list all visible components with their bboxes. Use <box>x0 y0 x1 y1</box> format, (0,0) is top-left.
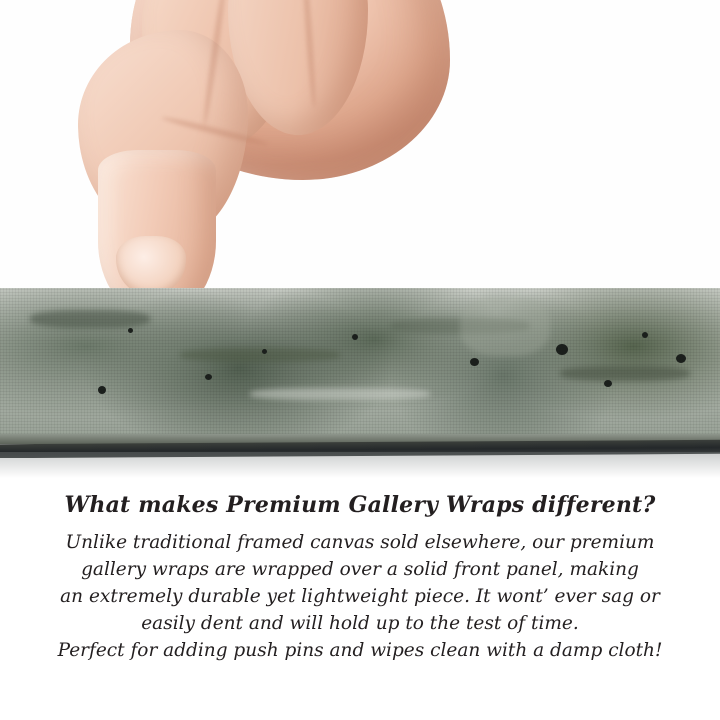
caption-headline: What makes Premium Gallery Wraps different? <box>64 492 656 518</box>
canvas-speck <box>262 349 267 354</box>
canvas-texture-smear <box>460 296 550 356</box>
canvas-texture-smear <box>180 348 340 362</box>
caption-line: gallery wraps are wrapped over a solid front panel, making <box>81 559 639 580</box>
canvas-speck <box>604 380 612 387</box>
canvas-speck <box>470 358 479 366</box>
caption-block <box>0 492 720 664</box>
canvas-printed-face <box>0 288 720 434</box>
gallery-wrap-canvas <box>0 288 720 458</box>
canvas-speck <box>556 344 568 355</box>
canvas-speck <box>676 354 686 363</box>
hand-photo-area <box>0 0 720 300</box>
canvas-texture-smear <box>560 366 690 381</box>
canvas-speck <box>205 374 212 380</box>
canvas-texture-smear <box>250 388 430 400</box>
canvas-speck <box>128 328 133 333</box>
caption-line: easily dent and will hold up to the test of time. <box>141 613 579 634</box>
canvas-texture-smear <box>30 310 150 328</box>
canvas-speck <box>352 334 358 340</box>
canvas-speck <box>642 332 648 338</box>
canvas-drop-shadow <box>0 452 720 478</box>
caption-line: an extremely durable yet lightweight piece. It wont’ ever sag or <box>60 586 660 607</box>
caption-line: Perfect for adding push pins and wipes clean with a damp cloth! <box>57 640 663 661</box>
canvas-speck <box>98 386 106 394</box>
caption-line: Unlike traditional framed canvas sold elsewhere, our premium <box>65 532 655 553</box>
